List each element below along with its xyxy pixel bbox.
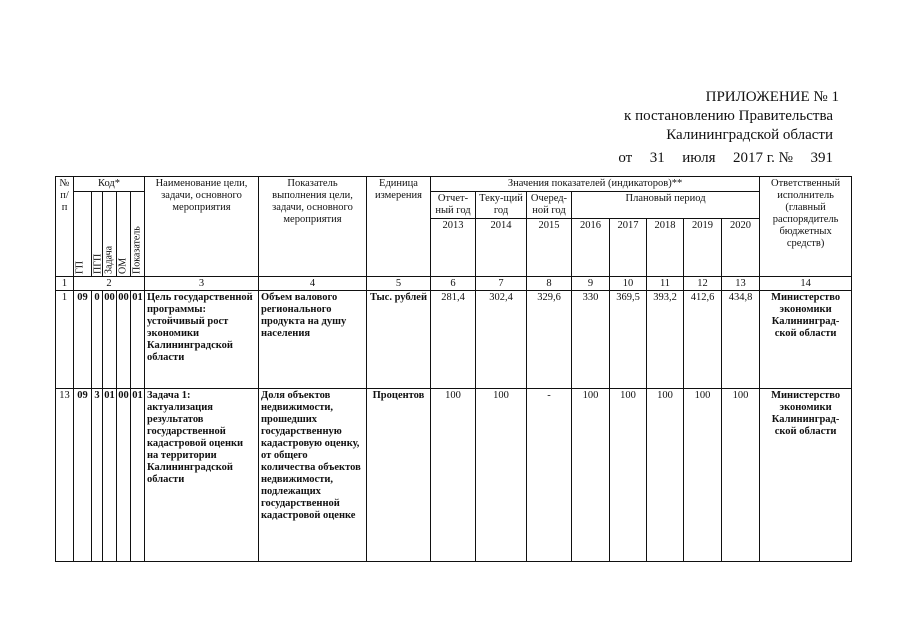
header-plan-period: Плановый период [572, 192, 760, 219]
unit-text: Процентов [367, 389, 431, 562]
value-cell: 100 [610, 389, 647, 562]
value-cell: 434,8 [722, 291, 760, 389]
header-indicator: Показатель выполнения цели, задачи, основного мероприятия [259, 177, 367, 277]
resolution-date-line [618, 149, 833, 168]
value-cell: 100 [647, 389, 684, 562]
year-cell: 2017 [610, 219, 647, 277]
column-number: 9 [572, 277, 610, 291]
indicator-text: Объем валового регионального продукта на душу населения [259, 291, 367, 389]
column-number: 8 [527, 277, 572, 291]
document-header [618, 88, 839, 168]
column-number: 1 [56, 277, 74, 291]
column-number: 10 [610, 277, 647, 291]
year-cell: 2014 [476, 219, 527, 277]
code-om: 00 [117, 291, 131, 389]
header-code: Код* [74, 177, 145, 192]
code-om: 00 [117, 389, 131, 562]
header-row-1 [56, 177, 852, 192]
value-cell: 100 [722, 389, 760, 562]
year-cell: 2019 [684, 219, 722, 277]
date-year: 2017 г. № [732, 150, 793, 166]
value-cell: 329,6 [527, 291, 572, 389]
column-number: 11 [647, 277, 684, 291]
table-row [56, 291, 852, 389]
value-cell: 100 [431, 389, 476, 562]
code-gp-label: ГП [74, 192, 92, 277]
value-cell: - [527, 389, 572, 562]
appendix-subtitle-line1: к постановлению Правительства [624, 108, 833, 124]
header-unit: Единица измерения [367, 177, 431, 277]
header-values: Значения показателей (индикаторов)** [431, 177, 760, 192]
value-cell: 369,5 [610, 291, 647, 389]
date-day: 31 [649, 150, 665, 166]
header-goal: Наименование цели, задачи, основного мероприятия [145, 177, 259, 277]
goal-text: Цель государственной программы: устойчивый рост экономики Калининградской области [145, 291, 259, 389]
column-number: 3 [145, 277, 259, 291]
responsible-text: Министерство экономики Калининград-ской области [760, 389, 852, 562]
column-number: 7 [476, 277, 527, 291]
year-cell: 2020 [722, 219, 760, 277]
goal-text: Задача 1: актуализация результатов государственной кадастровой оценки на территории Калининградской области [145, 389, 259, 562]
row-number: 13 [56, 389, 74, 562]
column-number: 13 [722, 277, 760, 291]
value-cell: 412,6 [684, 291, 722, 389]
code-indicator: 01 [131, 291, 145, 389]
code-indicator: 01 [131, 389, 145, 562]
code-gp: 09 [74, 291, 92, 389]
column-numbers-row [56, 277, 852, 291]
column-number: 5 [367, 277, 431, 291]
code-pgp-label: ПГП [92, 192, 103, 277]
value-cell: 281,4 [431, 291, 476, 389]
header-report-year: Отчет-ный год [431, 192, 476, 219]
year-cell: 2013 [431, 219, 476, 277]
code-pgp: 0 [92, 291, 103, 389]
code-gp: 09 [74, 389, 92, 562]
resolution-number: 391 [810, 150, 833, 166]
column-number: 6 [431, 277, 476, 291]
value-cell: 100 [572, 389, 610, 562]
date-prefix: от [618, 150, 633, 166]
appendix-title: ПРИЛОЖЕНИЕ № 1 [705, 89, 839, 105]
code-om-label: ОМ [117, 192, 131, 277]
column-number: 2 [74, 277, 145, 291]
code-task: 00 [103, 291, 117, 389]
code-task: 01 [103, 389, 117, 562]
code-pgp: 3 [92, 389, 103, 562]
date-month: июля [682, 150, 716, 166]
year-cell: 2016 [572, 219, 610, 277]
header-current-year: Теку-щий год [476, 192, 527, 219]
year-cell: 2018 [647, 219, 684, 277]
year-cell: 2015 [527, 219, 572, 277]
header-responsible: Ответственный исполнитель (главный распорядитель бюджетных средств) [760, 177, 852, 277]
header-num: № п/п [56, 177, 74, 277]
indicator-text: Доля объектов недвижимости, прошедших государственную кадастровую оценку, от общего количества объектов недвижимости, подлежащих государственной кадастровой оценке [259, 389, 367, 562]
value-cell: 100 [476, 389, 527, 562]
row-number: 1 [56, 291, 74, 389]
value-cell: 302,4 [476, 291, 527, 389]
unit-text: Тыс. рублей [367, 291, 431, 389]
column-number: 4 [259, 277, 367, 291]
value-cell: 100 [684, 389, 722, 562]
value-cell: 393,2 [647, 291, 684, 389]
value-cell: 330 [572, 291, 610, 389]
table-row [56, 389, 852, 562]
column-number: 12 [684, 277, 722, 291]
header-next-year: Очеред-ной год [527, 192, 572, 219]
code-task-label: Задача [103, 192, 117, 277]
code-indicator-label: Показатель [131, 192, 145, 277]
appendix-subtitle-line2: Калининградской области [666, 127, 833, 143]
indicators-table [55, 176, 852, 562]
responsible-text: Министерство экономики Калининград-ской области [760, 291, 852, 389]
column-number: 14 [760, 277, 852, 291]
